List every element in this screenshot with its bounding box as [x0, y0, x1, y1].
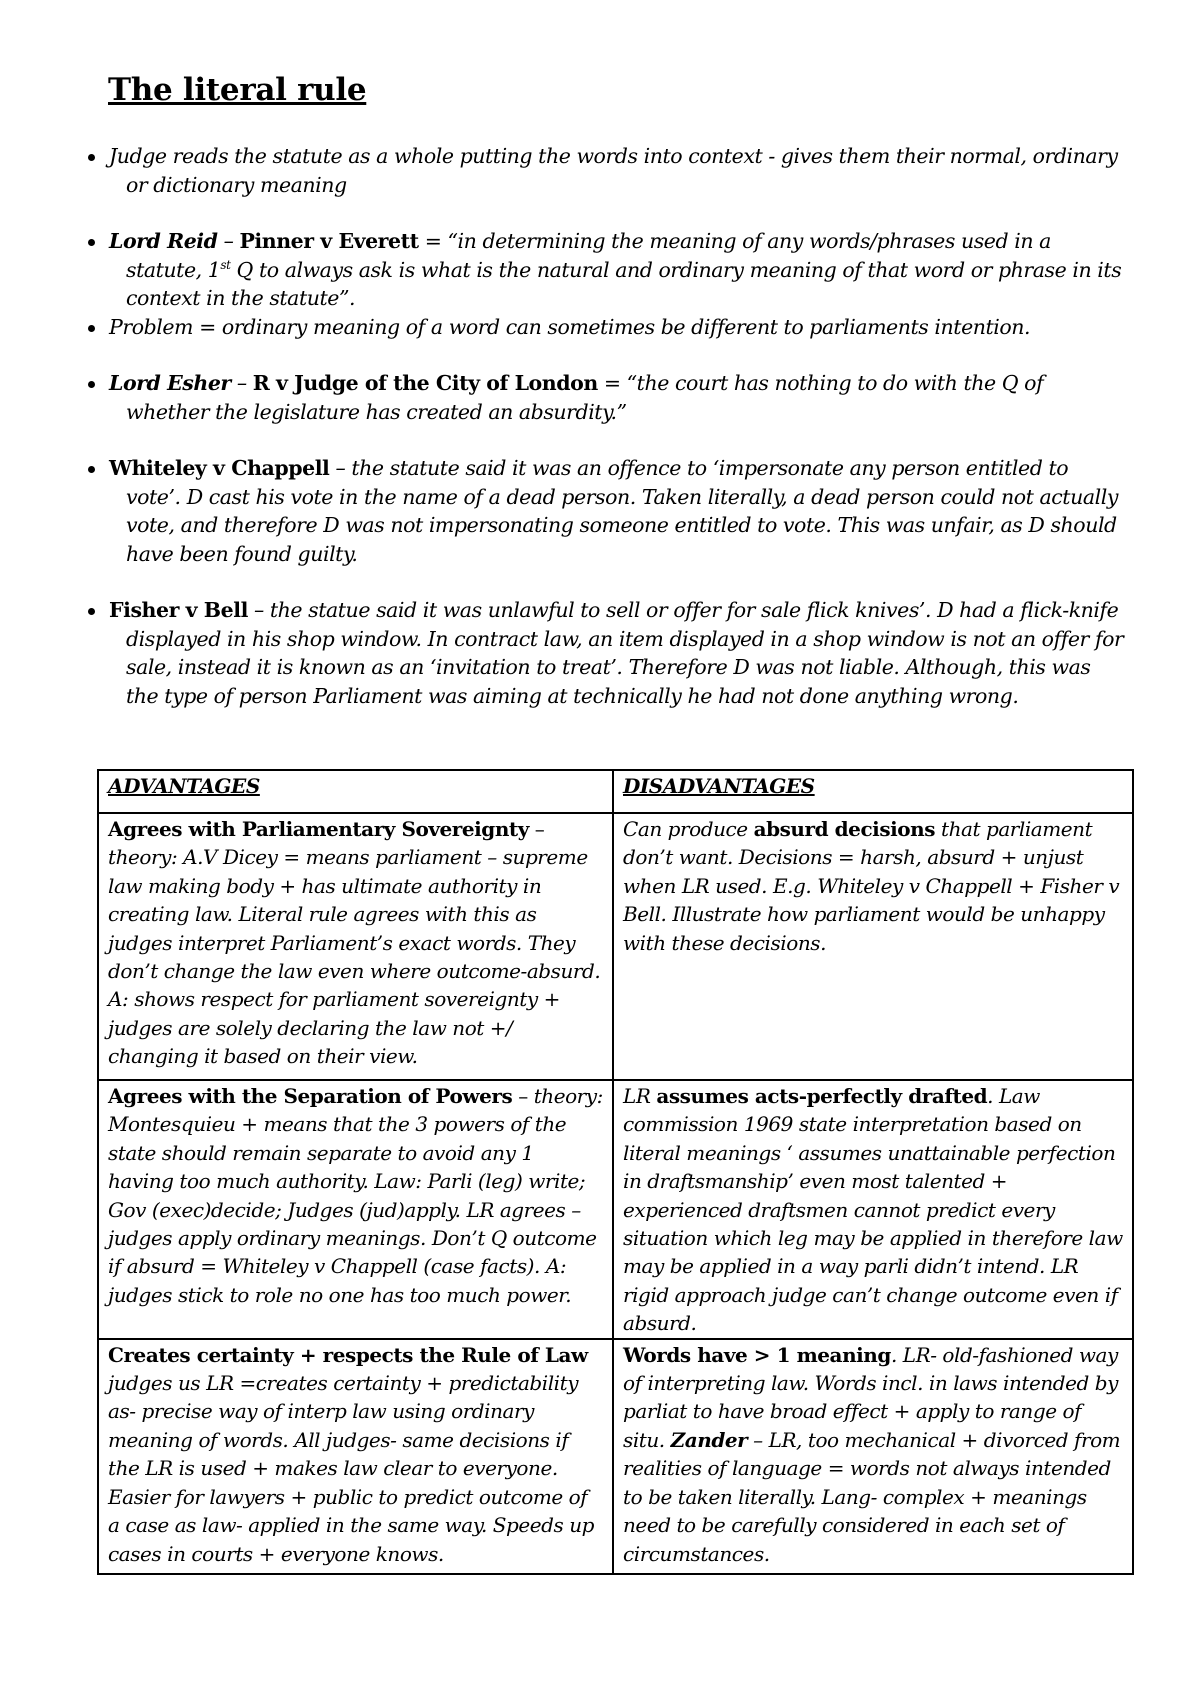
case-name: Whiteley v Chappell — [109, 456, 330, 480]
dash: – — [528, 817, 545, 841]
advantage-cell — [98, 1080, 613, 1339]
case-name: R v Judge of the City of London — [252, 371, 598, 395]
advantage-heading: Agrees with Parliamentary Sovereignty — [108, 817, 529, 841]
author-name: Zander — [670, 1427, 748, 1452]
disadvantage-lead: Can produce — [623, 817, 754, 841]
advantage-heading: Agrees with the Separation of Powers — [108, 1084, 513, 1108]
disadvantage-heading: absurd decisions — [753, 817, 936, 841]
advantage-cell — [98, 813, 613, 1080]
advantages-disadvantages-table — [97, 769, 1134, 1575]
bullet-item — [88, 596, 1128, 710]
bullet-item — [88, 369, 1128, 426]
ordinal-suffix: st — [220, 257, 231, 272]
advantage-body: theory: A.V Dicey = means parliament – supreme law making body + has ultimate authority in creating law. Literal rule agrees with this as judges interpret Parliament’s exact words. They don’t change the law even where outcome-absurd. A: shows respect for parliament sovereignty + judges are solely declaring the law not +/ changing it based on their view. — [108, 845, 601, 1069]
case-description: – the statute said it was an offence to ‘impersonate any person entitled to vote’. D cast his vote in the name of a dead person. Taken literally, a dead person could not actually vote, and therefore D was not impersonating someone entitled to vote. This was unfair, as D should have been found guilty. — [126, 456, 1118, 566]
bullet-text: Problem = ordinary meaning of a word can sometimes be different to parliaments intention. — [109, 314, 1031, 339]
bullet-item — [88, 227, 1128, 313]
table-row — [98, 813, 1133, 1080]
bullet-item — [88, 454, 1128, 568]
bullet-dot-icon — [88, 325, 95, 332]
table-row — [98, 1339, 1133, 1574]
separator: – — [217, 229, 240, 253]
separator: – — [230, 371, 253, 395]
advantage-body: judges us LR =creates certainty + predictability as- precise way of interp law using ordinary meaning of words. All judges- same decisions if the LR is used + makes law clear to everyone. Easier for lawyers + public to predict outcome of a case as law- applied in the same way. Speeds up cases in courts + everyone knows. — [108, 1371, 595, 1566]
advantage-heading: Creates certainty + respects the Rule of Law — [108, 1342, 588, 1367]
quote-text-cont: Q to always ask is what is the natural and ordinary meaning of that word or phrase in its context in the statute”. — [126, 257, 1122, 310]
advantage-body: theory: Montesquieu + means that the 3 powers of the state should remain separate to avoid any 1 having too much authority. Law: Parli (leg) write; Gov (exec)decide; Judges (jud)apply. LR agrees – judges apply ordinary meanings. Don’t Q outcome if absurd = Whiteley v Chappell (case facts). A: judges stick to role no one has too much power. — [108, 1084, 603, 1307]
disadvantage-body: that parliament don’t want. Decisions = harsh, absurd + unjust when LR used. E.g. Whiteley v Chappell + Fisher v Bell. Illustrate how parliament would be unhappy with these decisions. — [623, 817, 1120, 955]
bullet-dot-icon — [88, 154, 95, 161]
disadvantages-header: DISADVANTAGES — [613, 770, 1133, 813]
bullet-text — [109, 369, 1128, 426]
bullet-text: Judge reads the statute as a whole putting the words into context - gives them their normal, ordinary or dictionary meaning — [109, 144, 1118, 197]
bullet-dot-icon — [88, 608, 95, 615]
page-title: The literal rule — [108, 72, 367, 108]
bullet-text — [109, 454, 1128, 568]
case-name: Fisher v Bell — [109, 598, 248, 622]
bullet-list — [88, 142, 1128, 710]
advantage-cell — [98, 1339, 613, 1574]
disadvantage-body: . Law commission 1969 state interpretation based on literal meanings ‘ assumes unattainable perfection in draftsmanship’ even most talented + experienced draftsmen cannot predict every situation which leg may be applied in therefore law may be applied in a way parli didn’t intend. LR rigid approach judge can’t change outcome even if absurd. — [623, 1084, 1123, 1336]
disadvantage-cell — [613, 813, 1133, 1080]
bullet-text — [109, 596, 1128, 710]
disadvantage-lead: LR — [623, 1084, 657, 1108]
disadvantage-cell — [613, 1339, 1133, 1574]
case-name: Pinner v Everett — [239, 229, 419, 253]
disadvantage-body-cont: – LR, too mechanical + divorced from realities of language = words not always intended to be taken literally. Lang- complex + meanings need to be carefully considered in each set of circumstances. — [623, 1427, 1121, 1566]
bullet-dot-icon — [88, 239, 95, 246]
table-row — [98, 1080, 1133, 1339]
case-description: – the statue said it was unlawful to sell or offer for sale flick knives’. D had a flick-knife displayed in his shop window. In contract law, an item displayed in a shop window is not an offer for sale, instead it is known as an ‘invitation to treat’. Therefore D was not liable. Although, this was the type of person Parliament was aiming at technically he had not done anything wrong. — [126, 598, 1124, 708]
judge-name: Lord Esher — [109, 371, 231, 395]
bullet-text — [109, 227, 1128, 313]
disadvantage-heading: Words have > 1 meaning — [623, 1342, 891, 1367]
disadvantage-heading: assumes acts-perfectly drafted — [656, 1084, 988, 1108]
bullet-dot-icon — [88, 466, 95, 473]
bullet-dot-icon — [88, 381, 95, 388]
quote-text: = “in determining the meaning of any words/phrases used in a statute, 1 — [126, 229, 1051, 282]
bullet-item — [88, 142, 1128, 199]
quote-text: = “the court has nothing to do with the Q of whether the legislature has created an absurdity.” — [126, 371, 1044, 424]
judge-name: Lord Reid — [109, 229, 218, 253]
bullet-item — [88, 313, 1128, 342]
disadvantage-body: . LR- old-fashioned way of interpreting law. Words incl. in laws intended by parliat to have broad effect + apply to range of situ. — [623, 1342, 1119, 1452]
dash: – — [512, 1084, 534, 1108]
advantages-header: ADVANTAGES — [98, 770, 613, 813]
disadvantage-cell — [613, 1080, 1133, 1339]
table-header-row — [98, 770, 1133, 813]
